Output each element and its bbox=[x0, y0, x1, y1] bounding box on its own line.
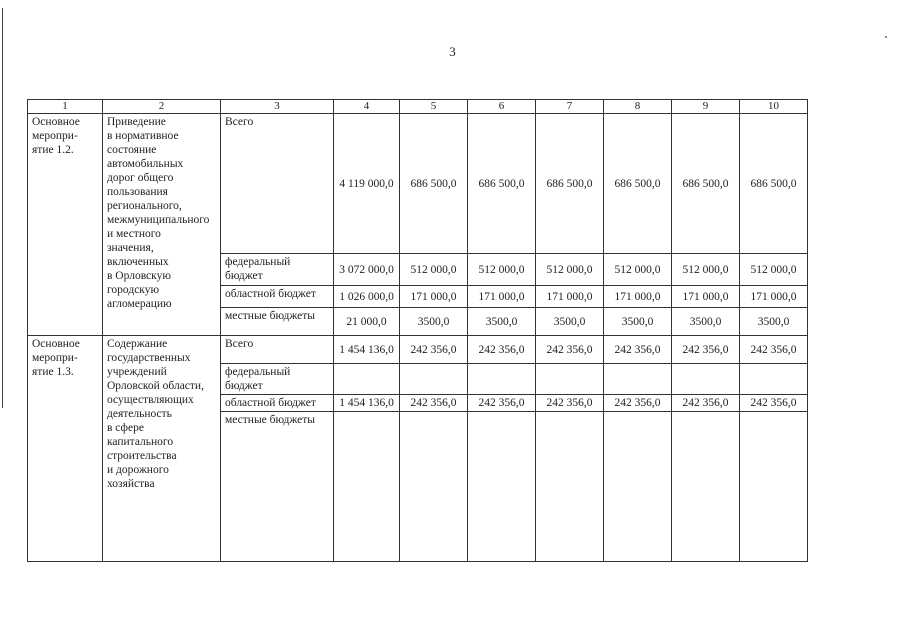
measure-code-line: Основное bbox=[32, 116, 80, 128]
funding-value: 1 454 136,0 bbox=[334, 395, 400, 412]
measure-description-line: государственных bbox=[107, 352, 191, 364]
funding-source: областной бюджет bbox=[221, 286, 334, 308]
funding-value: 1 454 136,0 bbox=[334, 336, 400, 364]
funding-value: 3500,0 bbox=[672, 308, 740, 336]
measure-code-line: меропри- bbox=[32, 352, 78, 364]
funding-value: 242 356,0 bbox=[740, 336, 808, 364]
header-cell: 9 bbox=[672, 100, 740, 114]
measure-description-line: и дорожного bbox=[107, 464, 169, 476]
header-cell: 5 bbox=[400, 100, 468, 114]
funding-value: 171 000,0 bbox=[604, 286, 672, 308]
funding-value: 171 000,0 bbox=[400, 286, 468, 308]
measure-description-line: в Орловскую bbox=[107, 270, 171, 282]
measure-description-line: значения, bbox=[107, 242, 154, 254]
header-cell: 10 bbox=[740, 100, 808, 114]
funding-value bbox=[740, 364, 808, 395]
funding-value: 512 000,0 bbox=[400, 254, 468, 286]
measure-code-line: Основное bbox=[32, 338, 80, 350]
measure-description-line: и местного bbox=[107, 228, 161, 240]
header-cell: 2 bbox=[103, 100, 221, 114]
funding-value bbox=[400, 364, 468, 395]
funding-value bbox=[334, 412, 400, 562]
funding-value: 242 356,0 bbox=[536, 336, 604, 364]
funding-value: 242 356,0 bbox=[672, 395, 740, 412]
funding-value: 3500,0 bbox=[400, 308, 468, 336]
funding-source: местные бюджеты bbox=[221, 308, 334, 336]
funding-value: 686 500,0 bbox=[400, 114, 468, 254]
header-cell: 8 bbox=[604, 100, 672, 114]
funding-value: 171 000,0 bbox=[672, 286, 740, 308]
funding-value bbox=[400, 412, 468, 562]
funding-source: областной бюджет bbox=[221, 395, 334, 412]
measure-description-line: Орловской области, bbox=[107, 380, 204, 392]
funding-value: 242 356,0 bbox=[604, 395, 672, 412]
funding-value: 512 000,0 bbox=[604, 254, 672, 286]
funding-value: 512 000,0 bbox=[672, 254, 740, 286]
measure-description-line: в сфере bbox=[107, 422, 144, 434]
funding-table bbox=[27, 99, 808, 562]
funding-value: 3500,0 bbox=[536, 308, 604, 336]
measure-description-line: строительства bbox=[107, 450, 177, 462]
measure-description-line: в нормативное bbox=[107, 130, 179, 142]
funding-value: 686 500,0 bbox=[468, 114, 536, 254]
measure-description-line: агломерацию bbox=[107, 298, 172, 310]
measure-description-line: автомобильных bbox=[107, 158, 184, 170]
funding-source: Всего bbox=[221, 114, 334, 254]
funding-value bbox=[468, 412, 536, 562]
funding-value bbox=[536, 412, 604, 562]
funding-value: 686 500,0 bbox=[536, 114, 604, 254]
measure-description-line: городскую bbox=[107, 284, 160, 296]
measure-description-line: пользования bbox=[107, 186, 168, 198]
funding-value bbox=[334, 364, 400, 395]
funding-value: 3 072 000,0 bbox=[334, 254, 400, 286]
header-cell: 3 bbox=[221, 100, 334, 114]
header-cell: 7 bbox=[536, 100, 604, 114]
funding-source: Всего bbox=[221, 336, 334, 364]
funding-value bbox=[672, 412, 740, 562]
table-row bbox=[28, 336, 808, 364]
funding-value: 242 356,0 bbox=[672, 336, 740, 364]
funding-value: 1 026 000,0 bbox=[334, 286, 400, 308]
header-cell: 6 bbox=[468, 100, 536, 114]
funding-value: 686 500,0 bbox=[672, 114, 740, 254]
funding-value: 512 000,0 bbox=[740, 254, 808, 286]
scan-speck bbox=[885, 36, 887, 38]
funding-value: 171 000,0 bbox=[468, 286, 536, 308]
funding-value: 3500,0 bbox=[604, 308, 672, 336]
funding-value: 242 356,0 bbox=[468, 336, 536, 364]
measure-description-line: Содержание bbox=[107, 338, 168, 350]
measure-code-line: ятие 1.3. bbox=[32, 366, 74, 378]
funding-value: 686 500,0 bbox=[740, 114, 808, 254]
funding-source: федеральный бюджет bbox=[221, 364, 334, 395]
funding-value: 242 356,0 bbox=[400, 336, 468, 364]
measure-description-line: включенных bbox=[107, 256, 169, 268]
page-edge-line bbox=[2, 8, 3, 408]
funding-value: 242 356,0 bbox=[604, 336, 672, 364]
funding-value: 171 000,0 bbox=[740, 286, 808, 308]
measure-description-line: Приведение bbox=[107, 116, 166, 128]
measure-description-line: регионального, bbox=[107, 200, 182, 212]
measure-description-line: межмуниципального bbox=[107, 214, 210, 226]
measure-description bbox=[103, 114, 221, 336]
funding-value: 4 119 000,0 bbox=[334, 114, 400, 254]
funding-value: 21 000,0 bbox=[334, 308, 400, 336]
funding-value: 686 500,0 bbox=[604, 114, 672, 254]
measure-code bbox=[28, 336, 103, 562]
funding-value: 242 356,0 bbox=[400, 395, 468, 412]
funding-value bbox=[672, 364, 740, 395]
measure-description-line: деятельность bbox=[107, 408, 172, 420]
page-number: 3 bbox=[449, 44, 456, 59]
measure-description-line: дорог общего bbox=[107, 172, 174, 184]
funding-value: 242 356,0 bbox=[468, 395, 536, 412]
measure-description-line: хозяйства bbox=[107, 478, 155, 490]
measure-description-line: состояние bbox=[107, 144, 157, 156]
funding-value bbox=[740, 412, 808, 562]
measure-description-line: капитального bbox=[107, 436, 174, 448]
header-cell: 4 bbox=[334, 100, 400, 114]
funding-source: федеральный бюджет bbox=[221, 254, 334, 286]
funding-value bbox=[536, 364, 604, 395]
funding-value: 242 356,0 bbox=[740, 395, 808, 412]
funding-value bbox=[468, 364, 536, 395]
measure-description bbox=[103, 336, 221, 562]
measure-description-line: учреждений bbox=[107, 366, 167, 378]
measure-description-line: осуществляющих bbox=[107, 394, 194, 406]
funding-value bbox=[604, 412, 672, 562]
funding-value: 512 000,0 bbox=[536, 254, 604, 286]
table-row bbox=[28, 114, 808, 254]
measure-code-line: ятие 1.2. bbox=[32, 144, 74, 156]
measure-code bbox=[28, 114, 103, 336]
funding-value bbox=[604, 364, 672, 395]
funding-value: 3500,0 bbox=[468, 308, 536, 336]
funding-source: местные бюджеты bbox=[221, 412, 334, 562]
funding-value: 171 000,0 bbox=[536, 286, 604, 308]
funding-value: 3500,0 bbox=[740, 308, 808, 336]
measure-code-line: меропри- bbox=[32, 130, 78, 142]
header-cell: 1 bbox=[28, 100, 103, 114]
funding-value: 242 356,0 bbox=[536, 395, 604, 412]
funding-value: 512 000,0 bbox=[468, 254, 536, 286]
header-row bbox=[28, 100, 808, 114]
